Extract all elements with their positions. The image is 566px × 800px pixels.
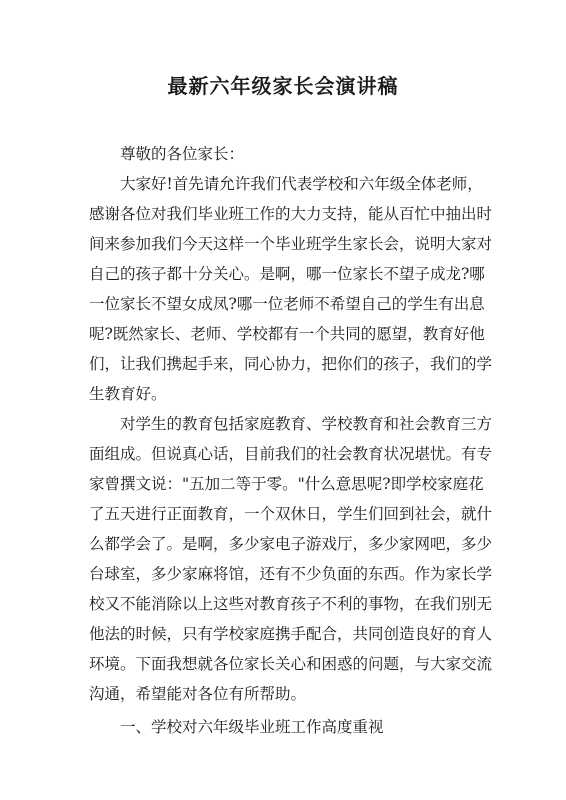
paragraph-2-line: 对学生的教育包括家庭教育、学校教育和社会教育三方 (120, 415, 493, 433)
paragraph-2-line: 了五天进行正面教育，一个双休日，学生们回到社会，就什 (89, 505, 493, 523)
document-title: 最新六年级家长会演讲稿 (167, 74, 399, 98)
paragraph-2-line: 面组成。但说真心话，目前我们的社会教育状况堪忧。有专 (89, 445, 493, 463)
paragraph-2-line: 环境。下面我想就各位家长关心和困惑的问题，与大家交流 (89, 655, 493, 673)
paragraph-2-line: 台球室，多少家麻将馆，还有不少负面的东西。作为家长学 (89, 565, 493, 583)
paragraph-1-line: 间来参加我们今天这样一个毕业班学生家长会，说明大家对 (89, 235, 493, 253)
paragraph-1-line: 大家好!首先请允许我们代表学校和六年级全体老师， (120, 175, 483, 193)
paragraph-2-line: 他法的时候，只有学校家庭携手配合，共同创造良好的育人 (89, 625, 493, 643)
paragraph-2-line: 家曾撰文说："五加二等于零。"什么意思呢?即学校家庭花 (89, 475, 484, 493)
paragraph-2-line: 沟通，希望能对各位有所帮助。 (89, 685, 307, 703)
paragraph-2-line: 校又不能消除以上这些对教育孩子不利的事物，在我们别无 (89, 595, 493, 613)
paragraph-1-line: 一位家长不望女成凤?哪一位老师不希望自己的学生有出息 (89, 295, 485, 313)
paragraph-1-line: 生教育好。 (89, 385, 167, 403)
paragraph-1-line: 们，让我们携起手来，同心协力，把你们的孩子，我们的学 (89, 355, 493, 373)
paragraph-1-line: 呢?既然家长、老师、学校都有一个共同的愿望，教育好他 (89, 325, 485, 343)
section-heading: 一、学校对六年级毕业班工作高度重视 (120, 718, 384, 736)
paragraph-1-line: 感谢各位对我们毕业班工作的大力支持，能从百忙中抽出时 (89, 205, 493, 223)
paragraph-1-line: 自己的孩子都十分关心。是啊，哪一位家长不望子成龙?哪 (89, 265, 485, 283)
salutation: 尊敬的各位家长： (120, 145, 245, 163)
paragraph-2-line: 么都学会了。是啊，多少家电子游戏厅，多少家网吧，多少 (89, 535, 493, 553)
